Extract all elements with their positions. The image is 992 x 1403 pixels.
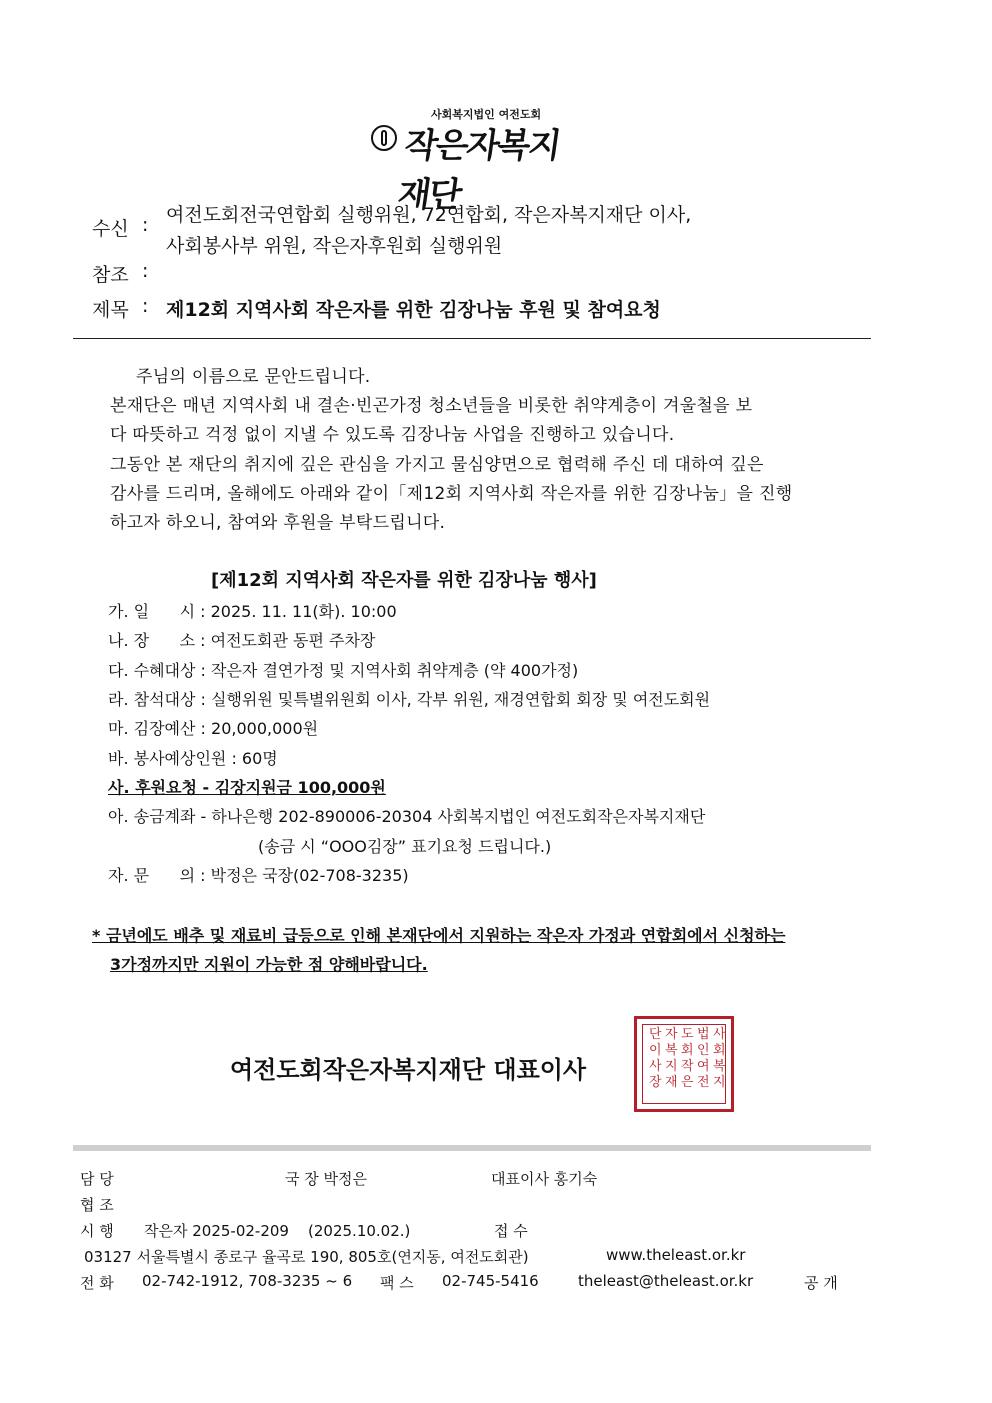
event-item-account: 아. 송금계좌 - 하나은행 202-890006-20304 사회복지법인 여전도회작은자복지재단 [108, 807, 706, 826]
event-item-contact: 자. 문 의 : 박정은 국장(02-708-3235) [108, 866, 409, 885]
seal-column-3: 도회작은 [681, 1027, 694, 1090]
event-item-sponsorship: 사. 후원요청 - 김장지원금 100,000원 [108, 778, 386, 797]
footer-document-number: 작은자 2025-02-209 (2025.10.02.) [144, 1222, 411, 1240]
footer-website[interactable]: www.theleast.or.kr [606, 1246, 746, 1264]
body-line-5: 감사를 드리며, 올해에도 아래와 같이「제12회 지역사회 작은자를 위한 김장나눔」을 진행 [110, 484, 793, 504]
reference-colon: : [142, 260, 149, 282]
body-line-4: 그동안 본 재단의 취지에 깊은 관심을 가지고 물심양면으로 협력해 주신 데 대하여 깊은 [110, 455, 764, 475]
seal-column-2: 법인여전 [697, 1027, 710, 1090]
recipient-colon: : [142, 214, 149, 236]
header-divider [73, 338, 871, 339]
logo-org-text: 사회복지법인 여전도회 [431, 108, 542, 121]
footer-enforcement-label: 시 행 [80, 1222, 114, 1240]
body-line-3: 다 따뜻하고 걱정 없이 지낼 수 있도록 김장나눔 사업을 진행하고 있습니다. [110, 425, 675, 445]
logo-mark-icon [371, 125, 397, 151]
footer-fax-label: 팩 스 [380, 1274, 414, 1292]
body-line-1: 주님의 이름으로 문안드립니다. [136, 367, 371, 387]
event-item-beneficiaries: 다. 수혜대상 : 작은자 결연가정 및 지역사회 취약계층 (약 400가정) [108, 661, 579, 680]
footer-email[interactable]: theleast@theleast.or.kr [578, 1272, 754, 1290]
notice-line-1: * 금년에도 배추 및 재료비 급등으로 인해 본재단에서 지원하는 작은자 가정과 연합회에서 신청하는 [92, 926, 786, 945]
seal-column-5: 단이사장 [649, 1027, 662, 1090]
footer-receipt-label: 접 수 [494, 1222, 528, 1240]
official-seal [634, 1016, 734, 1112]
footer-phone-label: 전 화 [80, 1274, 114, 1292]
subject-label: 제목 [92, 299, 129, 321]
footer-public-label: 공 개 [804, 1274, 838, 1292]
event-item-date: 가. 일 시 : 2025. 11. 11(화). 10:00 [108, 602, 397, 621]
recipient-label: 수신 [92, 218, 129, 240]
event-item-attendees: 라. 참석대상 : 실행위원 및특별위원회 이사, 각부 위원, 재경연합회 회장 및 여전도회원 [108, 690, 711, 709]
seal-column-4: 자복지재 [665, 1027, 678, 1090]
signature-title: 여전도회작은자복지재단 대표이사 [230, 1056, 587, 1084]
footer-address: 03127 서울특별시 종로구 율곡로 190, 805호(연지동, 여전도회관) [84, 1248, 529, 1266]
notice-line-2: 3가정까지만 지원이 가능한 점 양해바랍니다. [110, 955, 428, 974]
subject-text: 제12회 지역사회 작은자를 위한 김장나눔 후원 및 참여요청 [166, 299, 661, 321]
event-title: [제12회 지역사회 작은자를 위한 김장나눔 행사] [211, 570, 597, 591]
body-line-2: 본재단은 매년 지역사회 내 결손·빈곤가정 청소년들을 비롯한 취약계층이 겨울철을 보 [110, 396, 753, 416]
recipient-line-2: 사회봉사부 위원, 작은자후원회 실행위원 [166, 235, 503, 257]
footer-fax: 02-745-5416 [442, 1272, 539, 1290]
footer-cooperation-label: 협 조 [80, 1196, 114, 1214]
footer-director: 국 장 박정은 [285, 1170, 367, 1188]
body-line-6: 하고자 하오니, 참여와 후원을 부탁드립니다. [110, 513, 446, 533]
reference-label: 참조 [92, 264, 129, 286]
event-item-volunteers: 바. 봉사예상인원 : 60명 [108, 749, 278, 768]
logo-name-text: 작은자복지재단 [395, 126, 562, 215]
footer-ceo: 대표이사 홍기숙 [491, 1170, 598, 1188]
footer-divider [73, 1145, 871, 1151]
recipient-line-1: 여전도회전국연합회 실행위원, 72연합회, 작은자복지재단 이사, [166, 204, 692, 226]
footer-phone: 02-742-1912, 708-3235 ~ 6 [142, 1272, 353, 1290]
foundation-logo [368, 100, 578, 215]
subject-colon: : [142, 295, 149, 317]
seal-column-1: 사회복지 [713, 1027, 726, 1090]
event-item-place: 나. 장 소 : 여전도회관 동편 주차장 [108, 631, 376, 650]
event-item-budget: 마. 김장예산 : 20,000,000원 [108, 719, 319, 738]
event-item-account-note: (송금 시 “OOO김장” 표기요청 드립니다.) [258, 837, 552, 856]
footer-manager-label: 담 당 [80, 1170, 114, 1188]
